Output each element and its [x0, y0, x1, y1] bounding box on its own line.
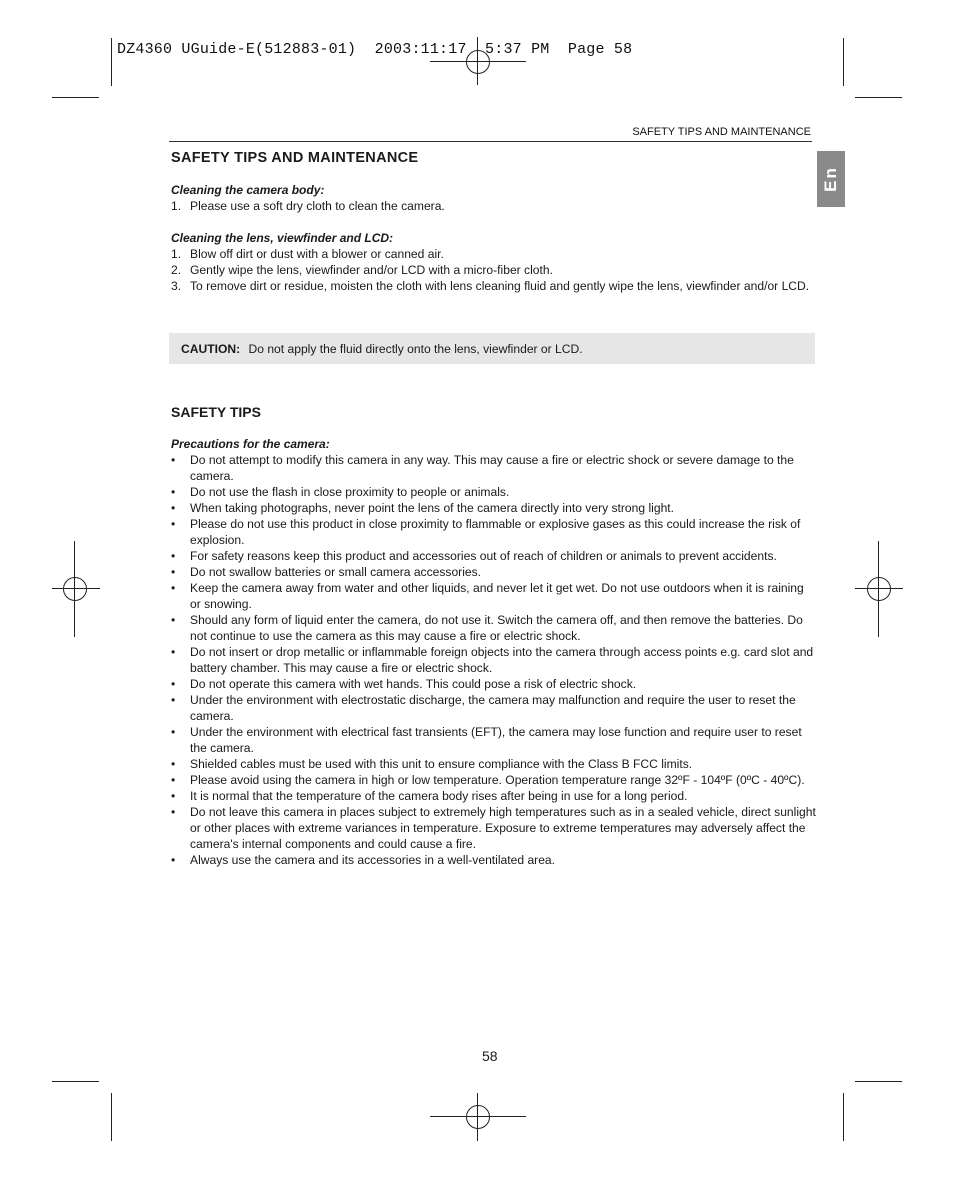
precautions-section	[171, 437, 816, 868]
safety-tips-heading: SAFETY TIPS	[171, 404, 261, 420]
list-item: • Do not attempt to modify this camera in any way. This may cause a fire or electric shock or severe damage to the camera.	[171, 453, 794, 483]
list-item: • Do not swallow batteries or small camera accessories.	[171, 565, 482, 579]
precautions-title: Precautions for the camera:	[171, 437, 330, 451]
crop-mark	[843, 1093, 844, 1141]
cleaning-body-list	[171, 198, 816, 214]
list-item: • For safety reasons keep this product and accessories out of reach of children or animals to prevent accidents.	[171, 549, 777, 563]
crop-mark	[111, 1093, 112, 1141]
list-item: • Keep the camera away from water and other liquids, and never let it get wet. Do not use outdoors when it is raining or snowing.	[171, 581, 804, 611]
list-item: • Do not use the flash in close proximity to people or animals.	[171, 485, 510, 499]
list-item: • Shielded cables must be used with this unit to ensure compliance with the Class B FCC limits.	[171, 757, 693, 771]
list-item: • Always use the camera and its accessories in a well-ventilated area.	[171, 853, 556, 867]
caution-label: CAUTION:	[181, 342, 241, 356]
crop-mark	[855, 97, 902, 98]
list-item: • Under the environment with electrical fast transients (EFT), the camera may lose function and require user to reset the camera.	[171, 725, 802, 755]
list-item: • Should any form of liquid enter the camera, do not use it. Switch the camera off, and then remove the batteries. Do not continue to use the camera as this may cause a fire or electric shock.	[171, 613, 803, 643]
page-number: 58	[482, 1048, 498, 1064]
crop-mark	[52, 97, 99, 98]
caution-text: Do not apply the fluid directly onto the lens, viewfinder or LCD.	[248, 342, 583, 356]
list-item: 1. Please use a soft dry cloth to clean the camera.	[171, 199, 445, 213]
language-tab	[817, 151, 845, 207]
list-item: • Do not insert or drop metallic or inflammable foreign objects into the camera through access points e.g. card slot and battery chamber. This may cause a fire or electric shock.	[171, 645, 814, 675]
crop-mark	[843, 38, 844, 86]
list-item: • Please do not use this product in close proximity to flammable or explosive gases as this could increase the risk of explosion.	[171, 517, 801, 547]
registration-mark-right	[855, 541, 903, 637]
crop-mark	[855, 1081, 902, 1082]
cleaning-lens-title: Cleaning the lens, viewfinder and LCD:	[171, 231, 394, 245]
list-item: • Please avoid using the camera in high or low temperature. Operation temperature range 32ºF - 104ºF (0ºC - 40ºC).	[171, 773, 805, 787]
list-item: • It is normal that the temperature of the camera body rises after being in use for a long period.	[171, 789, 688, 803]
list-item: • Do not leave this camera in places subject to extremely high temperatures such as in a sealed vehicle, direct sunlight or other places with extreme variances in temperature. Exposure to extreme temperatures may adversely affect the camera's internal components and could cause a fire.	[171, 805, 816, 851]
print-slug: DZ4360 UGuide-E(512883-01) 2003:11:17 5:37 PM Page 58	[117, 41, 633, 58]
list-item: • Under the environment with electrostatic discharge, the camera may malfunction and require the user to reset the camera.	[171, 693, 796, 723]
registration-mark-left	[52, 541, 100, 637]
crop-mark	[111, 38, 112, 86]
section-title: SAFETY TIPS AND MAINTENANCE	[171, 150, 419, 166]
running-head: SAFETY TIPS AND MAINTENANCE	[632, 126, 811, 138]
cleaning-body-section	[171, 183, 816, 214]
precautions-list	[171, 452, 816, 868]
list-item: 1. Blow off dirt or dust with a blower or canned air.	[171, 247, 444, 261]
list-item: • Do not operate this camera with wet hands. This could pose a risk of electric shock.	[171, 677, 637, 691]
language-tab-label: En	[821, 166, 840, 192]
list-item: 2. Gently wipe the lens, viewfinder and/or LCD with a micro-fiber cloth.	[171, 263, 553, 277]
cleaning-lens-list	[171, 246, 816, 294]
registration-mark-bottom	[430, 1093, 526, 1141]
header-rule	[169, 141, 812, 142]
list-item: • When taking photographs, never point the lens of the camera directly into very strong light.	[171, 501, 675, 515]
cleaning-lens-section	[171, 231, 816, 294]
caution-box	[169, 333, 815, 364]
list-item: 3. To remove dirt or residue, moisten the cloth with lens cleaning fluid and gently wipe the lens, viewfinder and/or LCD.	[171, 279, 810, 293]
cleaning-body-title: Cleaning the camera body:	[171, 183, 325, 197]
crop-mark	[52, 1081, 99, 1082]
